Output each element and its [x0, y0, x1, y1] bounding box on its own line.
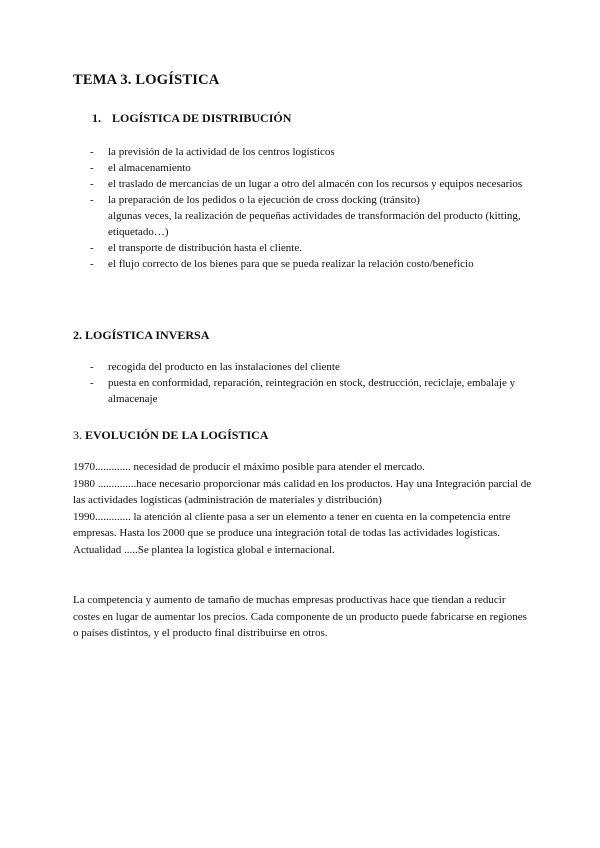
bullet-dash: -: [90, 194, 94, 206]
timeline-dots: .............: [95, 461, 131, 473]
evolution-timeline: [73, 459, 533, 558]
section3-title: EVOLUCIÓN DE LA LOGÍSTICA: [85, 428, 269, 442]
list-item: [90, 375, 530, 407]
timeline-dots: ..............: [95, 477, 137, 490]
closing-paragraph: La competencia y aumento de tamaño de muchas empresas productivas hace que tiendan a reducir costes en lugar de aumentar los precios. Cada componente de un producto puede fabricarse en regiones o países distintos, y el producto final distribuirse en otros.: [73, 594, 527, 639]
timeline-text: necesidad de producir el máximo posible para atender el mercado.: [130, 461, 425, 473]
bullet-dash: -: [90, 377, 94, 389]
section1-number: 1.: [92, 111, 101, 125]
list-item: [90, 240, 530, 256]
bullet-dash: -: [90, 361, 94, 373]
timeline-label: Actualidad: [73, 543, 122, 556]
timeline-text: hace necesario proporcionar más calidad en los productos. Hay una Integración parcial de las actividades logísticas (administración de materiales y distribución): [73, 477, 532, 506]
list-item: [90, 192, 530, 240]
list-item: [90, 256, 530, 272]
list-item: [90, 160, 530, 176]
bullet-dash: -: [90, 242, 94, 254]
bullet-dash: -: [90, 162, 94, 174]
list-item-text: el flujo correcto de los bienes para que se pueda realizar la relación costo/beneficio: [108, 258, 474, 270]
timeline-label: 1990: [73, 510, 95, 523]
section1-heading: [92, 111, 291, 126]
timeline-label: 1970: [73, 461, 95, 473]
section2-heading: 2. LOGÍSTICA INVERSA: [73, 328, 210, 342]
list-item-text: el traslado de mercancías de un lugar a otro del almacén con los recursos y equipos necesarios: [108, 178, 523, 190]
list-item-text: puesta en conformidad, reparación, reintegración en stock, destrucción, reciclaje, embalaje y almacenaje: [108, 377, 516, 405]
bullet-dash: -: [90, 258, 94, 270]
timeline-entry: [73, 544, 335, 556]
list-item: [90, 359, 530, 375]
section3-number: 3.: [73, 428, 82, 442]
timeline-entry: [73, 461, 425, 473]
document-title: TEMA 3. LOGÍSTICA: [73, 72, 220, 88]
section2-list: [90, 359, 530, 407]
section1-title: LOGÍSTICA DE DISTRIBUCIÓN: [112, 111, 292, 125]
list-item: [90, 144, 530, 160]
list-item-text: recogida del producto en las instalaciones del cliente: [108, 361, 340, 373]
section1-list: [90, 144, 530, 272]
list-item-text: el transporte de distribución hasta el cliente.: [108, 242, 302, 254]
bullet-dash: -: [90, 146, 94, 158]
timeline-dots: .....: [121, 543, 138, 556]
list-item-text: la preparación de los pedidos o la ejecución de cross docking (tránsito): [108, 194, 420, 206]
timeline-entry: [73, 478, 531, 507]
list-item-text: el almacenamiento: [108, 162, 191, 174]
list-item: [90, 176, 530, 192]
timeline-dots: .............: [95, 510, 131, 523]
section3-heading: [73, 428, 268, 443]
timeline-label: 1980: [73, 477, 95, 490]
timeline-entry: [73, 511, 510, 540]
timeline-text: la atención al cliente pasa a ser un elemento a tener en cuenta en la competencia entre empresas. Hasta los 2000 que se produce una integración total de todas las actividades logísticas.: [73, 510, 511, 539]
list-item-subtext: algunas veces, la realización de pequeñas actividades de transformación del producto (kitting, etiquetado…): [108, 210, 521, 238]
timeline-text: Se plantea la logística global e internacional.: [137, 543, 335, 556]
bullet-dash: -: [90, 178, 94, 190]
list-item-text: la previsión de la actividad de los centros logísticos: [108, 146, 335, 158]
